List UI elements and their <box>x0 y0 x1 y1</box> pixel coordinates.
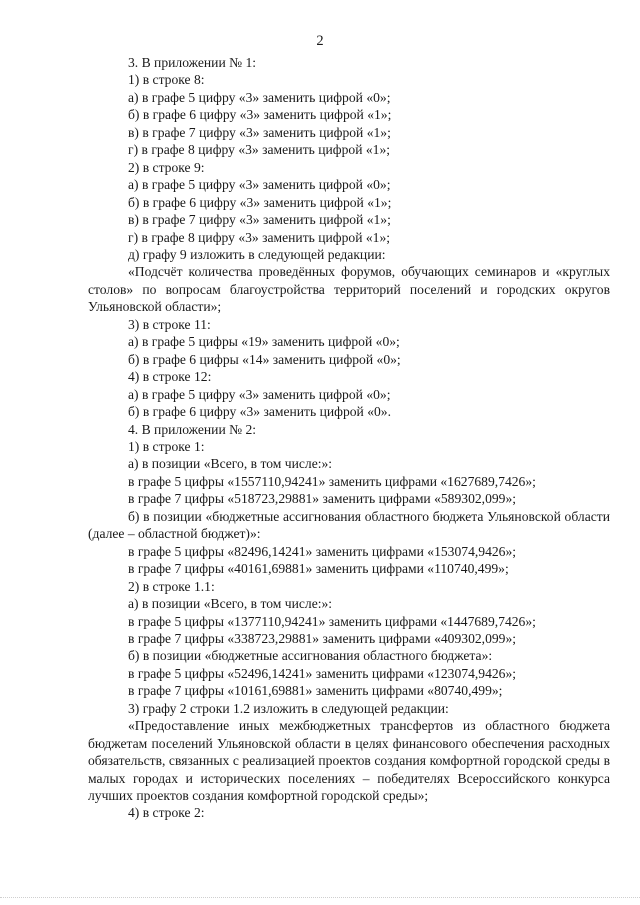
text-line: б) в графе 6 цифру «3» заменить цифрой «1»; <box>128 194 392 210</box>
text-line: 4. В приложении № 2: <box>128 421 257 437</box>
text-line: в) в графе 7 цифру «3» заменить цифрой «1»; <box>128 212 391 228</box>
text-line: 2) в строке 1.1: <box>128 578 215 594</box>
text-line: а) в графе 5 цифру «3» заменить цифрой «0»; <box>128 177 391 193</box>
text-line: 4) в строке 12: <box>128 369 212 385</box>
text-line: в графе 7 цифры «10161,69881» заменить цифрами «80740,499»; <box>128 683 503 699</box>
text-line: 2) в строке 9: <box>128 159 205 175</box>
text-line: г) в графе 8 цифру «3» заменить цифрой «1»; <box>128 142 391 158</box>
text-line: в графе 5 цифры «1377110,94241» заменить цифрами «1447689,7426»; <box>128 613 536 629</box>
text-line: д) графу 9 изложить в следующей редакции: <box>128 246 386 262</box>
text-line: а) в позиции «Всего, в том числе:»: <box>128 456 333 472</box>
page-number: 2 <box>316 33 324 49</box>
text-line: в графе 5 цифры «82496,14241» заменить цифрами «153074,9426»; <box>128 543 517 559</box>
text-paragraph: «Предоставление иных межбюджетных трансфертов из областного бюджета бюджетам поселений Ульяновской области в целях финансового обеспечения расходных обязательств, связанных с реализацией проектов создания комфортной городской среды в малых городах и исторических поселениях – победителях Всероссийского конкурса лучших проектов создания комфортной городской среды»; <box>88 718 610 804</box>
text-line: 4) в строке 2: <box>128 805 205 821</box>
text-line: а) в графе 5 цифру «3» заменить цифрой «0»; <box>128 89 391 105</box>
text-line: 1) в строке 1: <box>128 438 205 454</box>
text-line: в графе 5 цифры «52496,14241» заменить цифрами «123074,9426»; <box>128 665 517 681</box>
text-line: в графе 7 цифры «338723,29881» заменить цифрами «409302,099»; <box>128 630 517 646</box>
text-line: б) в графе 6 цифры «14» заменить цифрой «0»; <box>128 351 401 367</box>
text-line: г) в графе 8 цифру «3» заменить цифрой «1»; <box>128 229 391 245</box>
text-paragraph: б) в позиции «бюджетные ассигнования областного бюджета Ульяновской области (далее – областной бюджет)»: <box>88 508 610 542</box>
text-line: а) в графе 5 цифры «19» заменить цифрой «0»; <box>128 334 400 350</box>
text-line: 1) в строке 8: <box>128 72 205 88</box>
text-line: а) в графе 5 цифру «3» заменить цифрой «0»; <box>128 386 391 402</box>
text-line: 3) графу 2 строки 1.2 изложить в следующей редакции: <box>128 700 449 716</box>
text-line: в графе 7 цифры «518723,29881» заменить цифрами «589302,099»; <box>128 491 517 507</box>
text-paragraph: «Подсчёт количества проведённых форумов, обучающих семинаров и «круглых столов» по вопросам благоустройства территорий поселений и городских округов Ульяновской области»; <box>88 264 610 315</box>
text-line: в графе 5 цифры «1557110,94241» заменить цифрами «1627689,7426»; <box>128 473 536 489</box>
text-line: а) в позиции «Всего, в том числе:»: <box>128 596 333 612</box>
text-line: б) в позиции «бюджетные ассигнования областного бюджета»: <box>128 648 493 664</box>
document-body <box>88 54 610 822</box>
text-line: б) в графе 6 цифру «3» заменить цифрой «1»; <box>128 107 392 123</box>
text-line: в) в графе 7 цифру «3» заменить цифрой «1»; <box>128 124 391 140</box>
text-line: 3. В приложении № 1: <box>128 55 257 70</box>
text-line: в графе 7 цифры «40161,69881» заменить цифрами «110740,499»; <box>128 561 509 577</box>
text-line: 3) в строке 11: <box>128 316 211 332</box>
scan-artifact-line <box>0 897 640 899</box>
text-line: б) в графе 6 цифру «3» заменить цифрой «0». <box>128 404 392 420</box>
